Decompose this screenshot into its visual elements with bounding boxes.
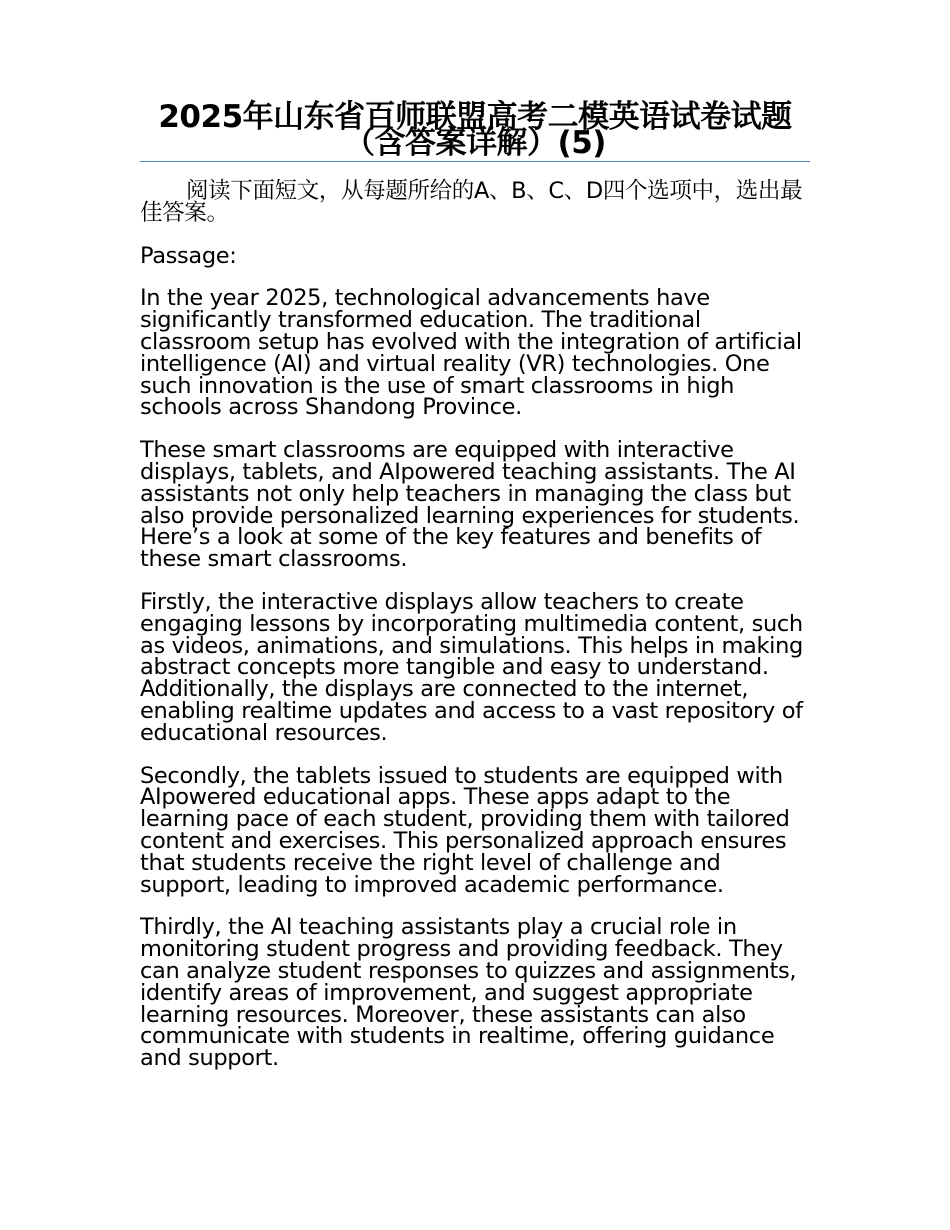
title-underline-rule: [140, 161, 810, 162]
passage-paragraph-2: These smart classrooms are equipped with interactive displays, tablets, and AIpowered teaching assistants. The AI assistants not only help teachers in managing the class but also provide personalized learning experiences for students. Here’s a look at some of the key features and benefits of these smart classrooms.: [140, 437, 800, 573]
document-title: 2025年山东省百师联盟高考二模英语试卷试题（含答案详解）(5): [158, 99, 792, 161]
passage-paragraph-4: Secondly, the tablets issued to students are equipped with AIpowered educational apps. These apps adapt to the learning pace of each student, providing them with tailored content and exercises. This personalized approach ensures that students receive the right level of challenge and support, leading to improved academic performance.: [140, 762, 790, 898]
passage-paragraph-3: Firstly, the interactive displays allow teachers to create engaging lessons by incorporating multimedia content, such as videos, animations, and simulations. This helps in making abstract concepts more tangible and easy to understand. Additionally, the displays are connected to the internet, enabling realtime updates and access to a vast repository of educational resources.: [140, 588, 803, 746]
passage-label: Passage:: [140, 242, 237, 269]
passage-paragraph-1: In the year 2025, technological advancements have significantly transformed education. The traditional classroom setup has evolved with the integration of artificial intelligence (AI) and virtual reality (VR) technologies. One such innovation is the use of smart classrooms in high schools across Shandong Province.: [140, 285, 802, 421]
document-body: [140, 178, 812, 1091]
instruction-text: 阅读下面短文，从每题所给的A、B、C、D四个选项中，选出最佳答案。: [140, 178, 803, 226]
passage-paragraph-5: Thirdly, the AI teaching assistants play a crucial role in monitoring student progress and providing feedback. They can analyze student responses to quizzes and assignments, identify areas of improvement, and suggest appropriate learning resources. Moreover, these assistants can also communicate with students in realtime, offering guidance and support.: [140, 914, 797, 1072]
